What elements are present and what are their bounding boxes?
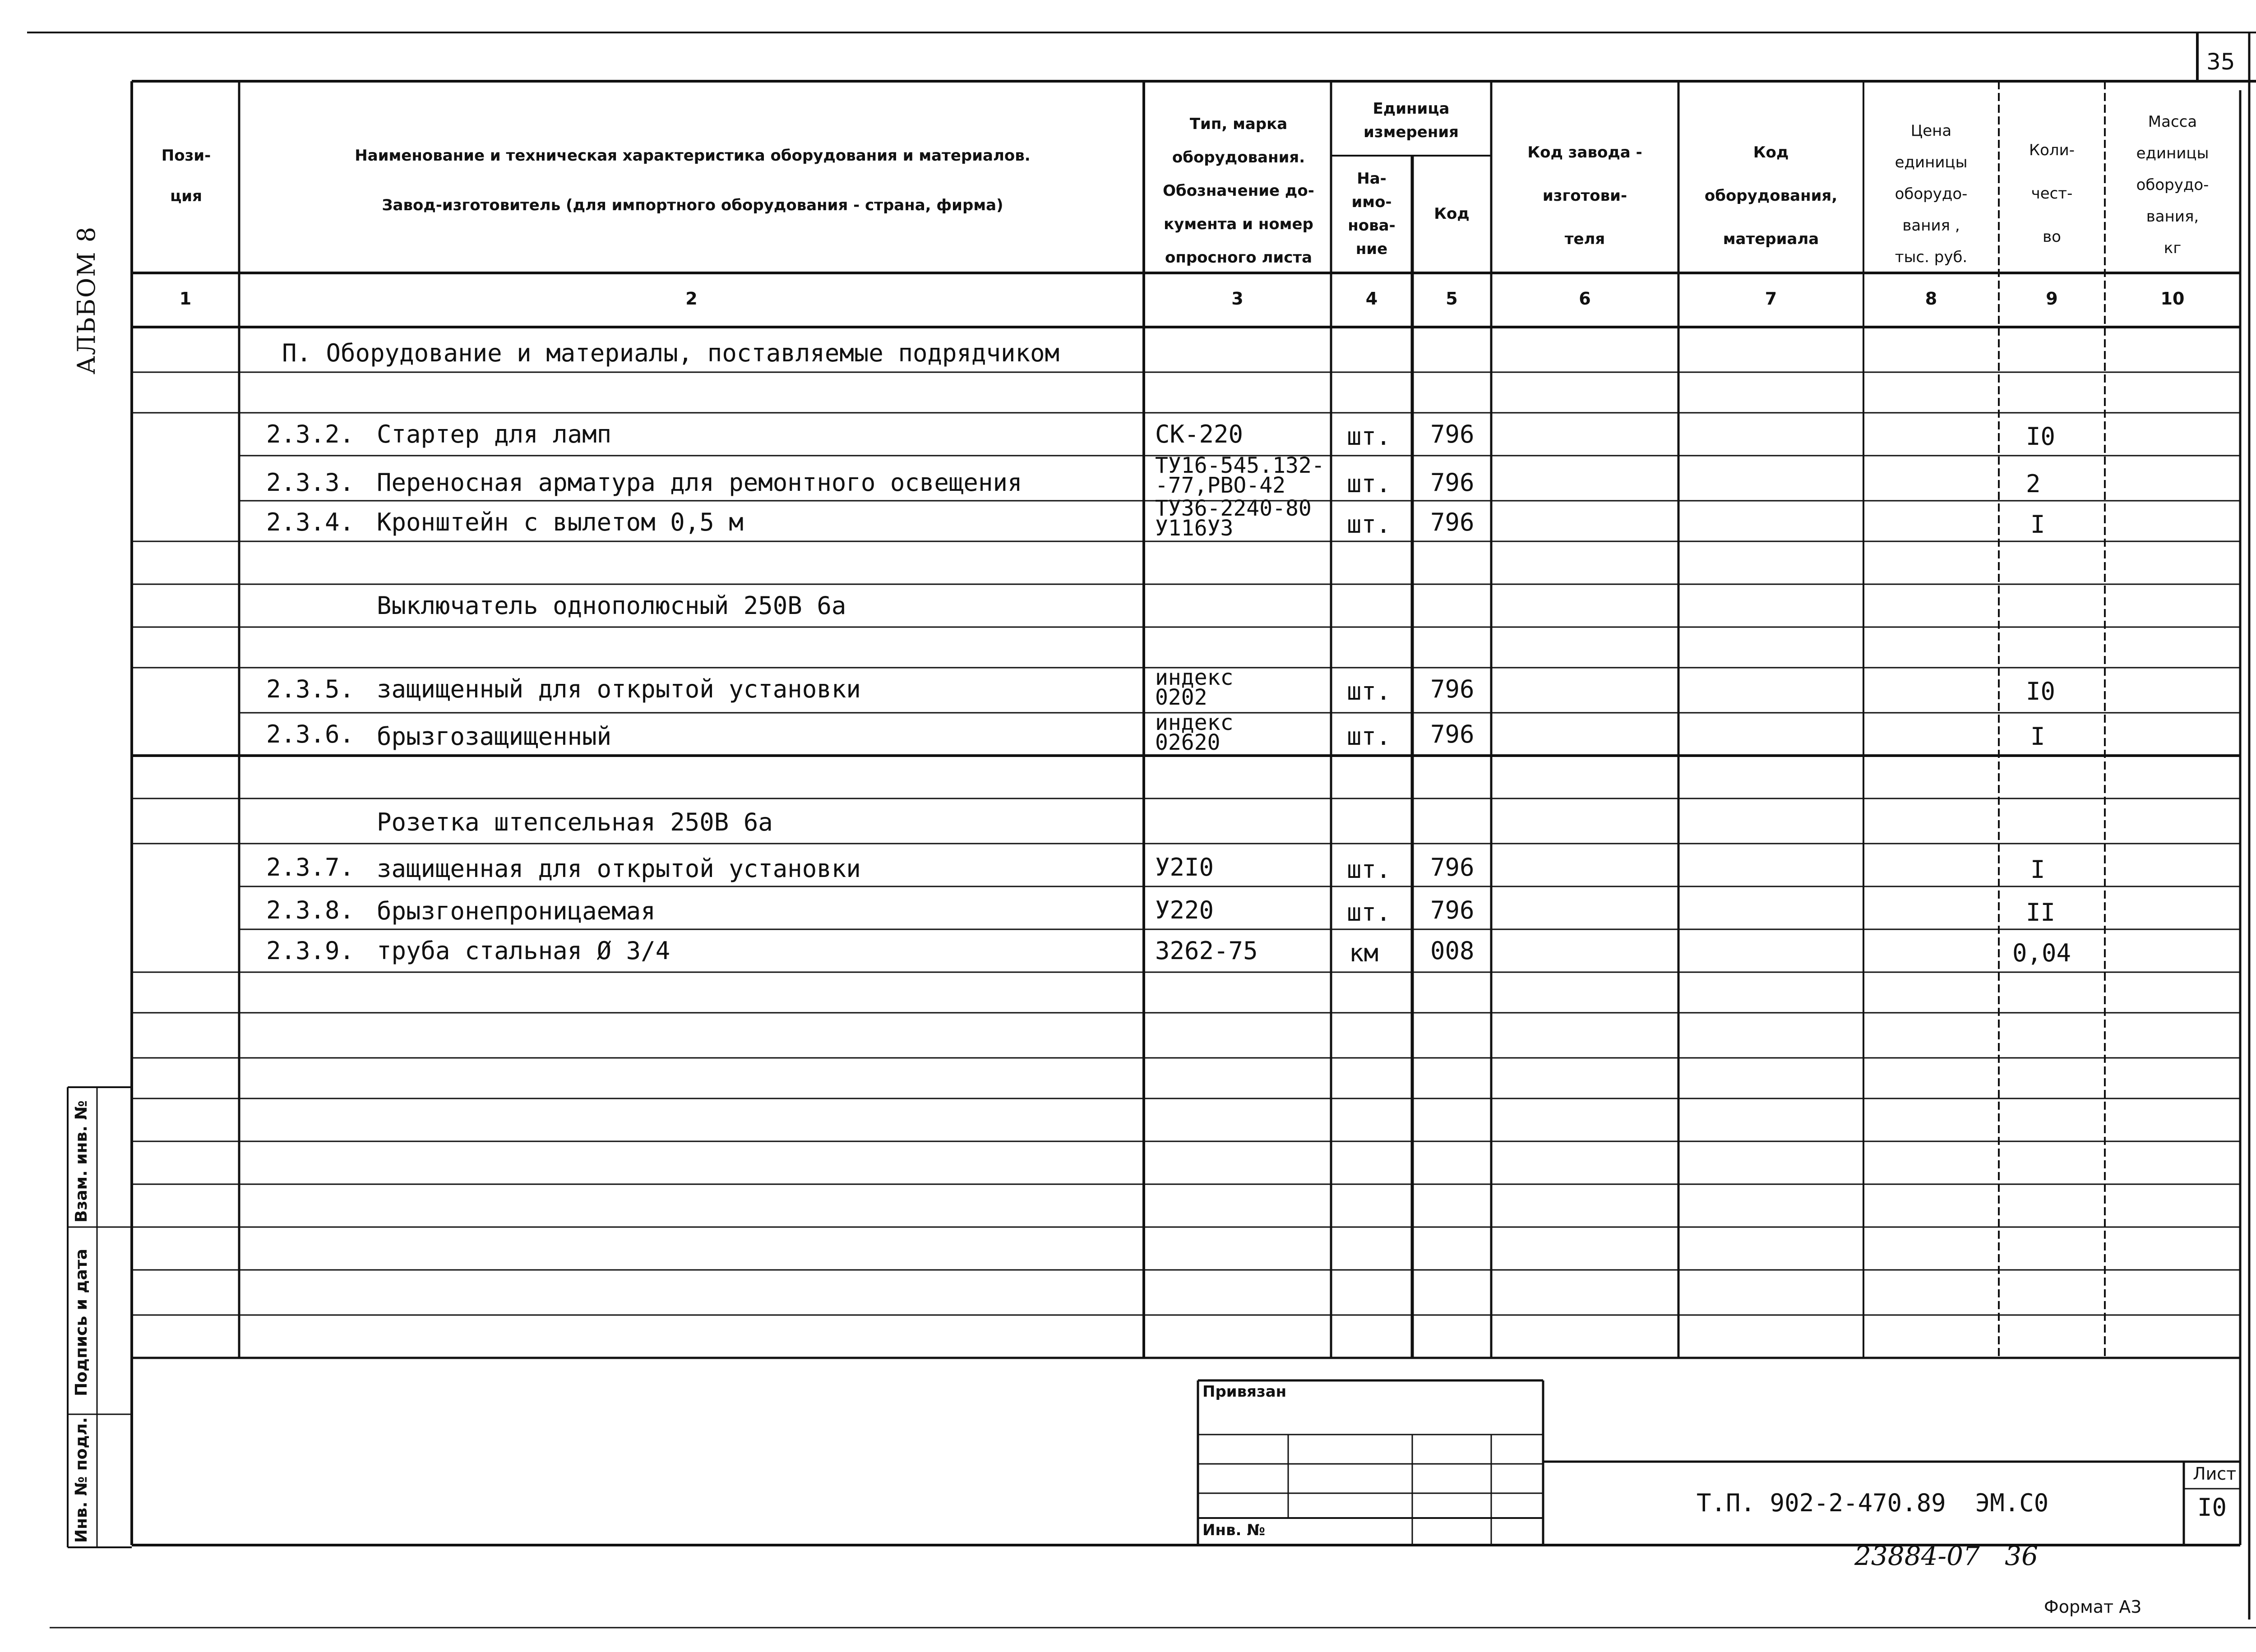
column-number: 1: [179, 289, 192, 309]
handwritten-number: 23884-07 36: [1854, 1541, 2039, 1571]
header-type: Тип, марка оборудования. Обозначение до- кумента и номер опросного листа: [1163, 115, 1314, 267]
row-code: 796: [1430, 675, 1475, 703]
stamp-linked-label: Привязан: [1202, 1383, 1287, 1401]
stamp-inv-label: Инв. №: [1202, 1521, 1266, 1539]
group-heading: Розетка штепсельная 250В 6а: [377, 808, 773, 836]
row-position: 2.3.6.: [266, 720, 355, 748]
column-number: 2: [685, 289, 698, 309]
row-quantity: I: [2030, 510, 2045, 539]
row-position: 2.3.2.: [266, 420, 355, 448]
header-quantity: Коли- чест- во: [2029, 141, 2075, 246]
row-type: ТУ16-545.132- -77,РВО-42: [1155, 453, 1325, 498]
side-stamp-signature-date: Подпись и дата: [72, 1249, 91, 1396]
row-position: 2.3.8.: [266, 896, 355, 924]
row-code: 796: [1430, 896, 1475, 924]
row-position: 2.3.9.: [266, 937, 355, 965]
column-number: 6: [1579, 289, 1591, 309]
group-heading: Выключатель однополюсный 250В 6а: [377, 591, 846, 620]
row-position: 2.3.3.: [266, 468, 355, 497]
row-type: ТУ36-2240-80 У116У3: [1155, 496, 1312, 541]
row-name: Переносная арматура для ремонтного освещения: [377, 468, 1022, 497]
column-number: 10: [2160, 289, 2185, 309]
header-unit-name: На- имо- нова- ние: [1348, 170, 1396, 258]
column-number: 3: [1231, 289, 1244, 309]
row-name: защищенная для открытой установки: [377, 854, 861, 883]
row-quantity: I0: [2026, 422, 2056, 451]
format-label: Формат А3: [2044, 1597, 2142, 1617]
section-heading: П. Оборудование и материалы, поставляемые подрядчиком: [282, 339, 1060, 367]
header-name: Наименование и техническая характеристика оборудования и материалов. Завод-изготовитель (для импортного оборудования - страна, фирма): [355, 147, 1031, 214]
document-designation: Т.П. 902-2-470.89 ЭМ.С0: [1697, 1489, 2049, 1517]
side-stamp-original-inv: Инв. № подл.: [72, 1417, 91, 1543]
row-type: СК-220: [1155, 420, 1244, 448]
row-quantity: I: [2030, 722, 2045, 751]
page-number: 35: [2206, 49, 2235, 75]
row-quantity: 2: [2026, 470, 2041, 498]
row-quantity: I0: [2026, 677, 2056, 706]
column-number: 9: [2046, 289, 2058, 309]
row-type: У220: [1155, 896, 1214, 924]
row-position: 2.3.7.: [266, 853, 355, 881]
row-unit: км: [1349, 939, 1379, 967]
side-stamp-replace-inv: Взам. инв. №: [72, 1100, 91, 1223]
row-code: 796: [1430, 468, 1475, 497]
header-price: Цена единицы оборудо- вания , тыс. руб.: [1895, 122, 1968, 266]
column-number: 7: [1765, 289, 1777, 309]
header-mass: Масса единицы оборудо- вания, кг: [2136, 113, 2209, 257]
row-code: 796: [1430, 853, 1475, 881]
row-quantity: II: [2026, 898, 2056, 927]
row-quantity: I: [2030, 855, 2045, 884]
column-number: 4: [1365, 289, 1378, 309]
row-unit: шт.: [1347, 722, 1391, 751]
row-unit: шт.: [1347, 470, 1391, 498]
row-type: индекс 02620: [1155, 710, 1234, 755]
sheet-label: Лист: [2193, 1464, 2237, 1484]
row-code: 796: [1430, 720, 1475, 748]
header-position: Пози- ция: [161, 147, 211, 205]
row-unit: шт.: [1347, 855, 1391, 884]
row-code: 796: [1430, 420, 1475, 448]
row-unit: шт.: [1347, 510, 1391, 539]
row-type: У2I0: [1155, 853, 1214, 881]
row-quantity: 0,04: [2012, 939, 2071, 967]
row-name: Кронштейн с вылетом 0,5 м: [377, 508, 744, 536]
header-equipment-code: Код оборудования, материала: [1704, 143, 1838, 248]
row-name: брызгонепроницаемая: [377, 897, 656, 925]
row-unit: шт.: [1347, 677, 1391, 706]
column-number: 5: [1446, 289, 1458, 309]
header-unit-group: Единица измерения: [1364, 100, 1459, 141]
sheet-number: I0: [2197, 1493, 2227, 1522]
row-type: индекс 0202: [1155, 665, 1234, 710]
row-unit: шт.: [1347, 422, 1391, 451]
row-name: Стартер для ламп: [377, 420, 612, 448]
header-factory-code: Код завода - изготови- теля: [1527, 143, 1642, 248]
row-name: брызгозащищенный: [377, 722, 612, 751]
column-number: 8: [1925, 289, 1937, 309]
row-position: 2.3.5.: [266, 675, 355, 703]
row-code: 796: [1430, 508, 1475, 536]
album-label: АЛЬБОМ 8: [72, 226, 101, 374]
row-type: 3262-75: [1155, 937, 1258, 965]
row-code: 008: [1430, 937, 1475, 965]
row-name: труба стальная Ø 3/4: [377, 937, 670, 965]
header-unit-code: Код: [1434, 205, 1470, 223]
row-position: 2.3.4.: [266, 508, 355, 536]
row-unit: шт.: [1347, 898, 1391, 927]
row-name: защищенный для открытой установки: [377, 675, 861, 703]
